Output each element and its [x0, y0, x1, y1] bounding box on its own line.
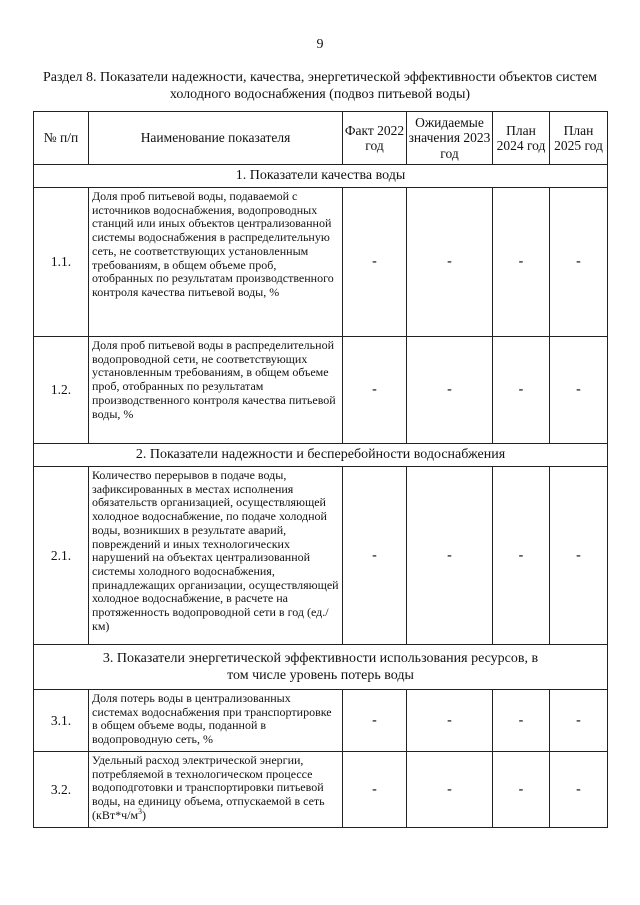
value-plan-2025: -	[550, 752, 608, 828]
value-plan-2024: -	[493, 188, 550, 337]
value-expected: -	[407, 752, 493, 828]
indicator-name: Доля проб питьевой воды, подаваемой с источников водоснабжения, водопроводных станций или иных объектов централизованной системы водоснабжения в распределительную сеть, не соответствующих установленным требованиям, в общем объеме проб, отобранных по результатам производственного контроля качества питьевой воды, %	[89, 188, 343, 337]
value-fact: -	[343, 188, 407, 337]
header-plan-2024: План 2024 год	[493, 112, 550, 165]
indicators-table	[33, 111, 608, 828]
indicator-name: Количество перерывов в подаче воды, зафиксированных в местах исполнения обязательств организацией, осуществляющей холодное водоснабжение, по подаче холодной воды, возникших в результате аварий, повреждений и иных технологических нарушений на объектах централизованной системы холодного водоснабжения, принадлежащих организации, осуществляющей холодное водоснабжение, в расчете на протяженность водопроводной сети в год (ед./км)	[89, 467, 343, 645]
table-header-row	[34, 112, 608, 165]
row-number: 1.1.	[34, 188, 89, 337]
value-expected: -	[407, 188, 493, 337]
value-plan-2025: -	[550, 467, 608, 645]
indicator-name: Доля проб питьевой воды в распределительной водопроводной сети, не соответствующих установленным требованиям, в общем объеме проб, отобранных по результатам производственного контроля качества питьевой воды, %	[89, 337, 343, 444]
value-plan-2024: -	[493, 337, 550, 444]
indicator-name: Доля потерь воды в централизованных системах водоснабжения при транспортировке в общем объеме воды, поданной в водопроводную сеть, %	[89, 690, 343, 752]
table-row	[34, 690, 608, 752]
header-fact: Факт 2022 год	[343, 112, 407, 165]
indicator-name-end: )	[142, 807, 147, 822]
value-plan-2025: -	[550, 188, 608, 337]
value-expected: -	[407, 690, 493, 752]
value-expected: -	[407, 467, 493, 645]
unit-superscript: 3	[138, 806, 143, 816]
value-fact: -	[343, 337, 407, 444]
table-row	[34, 188, 608, 337]
row-number: 3.1.	[34, 690, 89, 752]
row-number: 3.2.	[34, 752, 89, 828]
value-plan-2024: -	[493, 467, 550, 645]
section-row	[34, 645, 608, 690]
section-title: Раздел 8. Показатели надежности, качества, энергетической эффективности объектов систем холодного водоснабжения (подвоз питьевой воды)	[42, 70, 598, 102]
table-row	[34, 337, 608, 444]
page-number: 9	[316, 37, 324, 52]
section-heading: 2. Показатели надежности и бесперебойности водоснабжения	[34, 444, 608, 467]
value-expected: -	[407, 337, 493, 444]
value-fact: -	[343, 467, 407, 645]
indicator-name	[89, 752, 343, 828]
value-fact: -	[343, 690, 407, 752]
value-plan-2024: -	[493, 752, 550, 828]
row-number: 1.2.	[34, 337, 89, 444]
value-plan-2025: -	[550, 690, 608, 752]
section-heading: 3. Показатели энергетической эффективности использования ресурсов, в том числе уровень потерь воды	[34, 645, 608, 690]
section-row	[34, 444, 608, 467]
header-num: № п/п	[34, 112, 89, 165]
value-plan-2024: -	[493, 690, 550, 752]
section-heading: 1. Показатели качества воды	[34, 165, 608, 188]
row-number: 2.1.	[34, 467, 89, 645]
value-plan-2025: -	[550, 337, 608, 444]
value-fact: -	[343, 752, 407, 828]
table-row	[34, 467, 608, 645]
header-plan-2025: План 2025 год	[550, 112, 608, 165]
header-expected: Ожидаемые значения 2023 год	[407, 112, 493, 165]
section-row	[34, 165, 608, 188]
table-row	[34, 752, 608, 828]
header-name: Наименование показателя	[89, 112, 343, 165]
indicator-name-text: Удельный расход электрической энергии, потребляемой в технологическом процессе водоподготовки и транспортировки питьевой воды, на единицу объема, отпускаемой в сеть (кВт*ч/м	[92, 753, 325, 822]
